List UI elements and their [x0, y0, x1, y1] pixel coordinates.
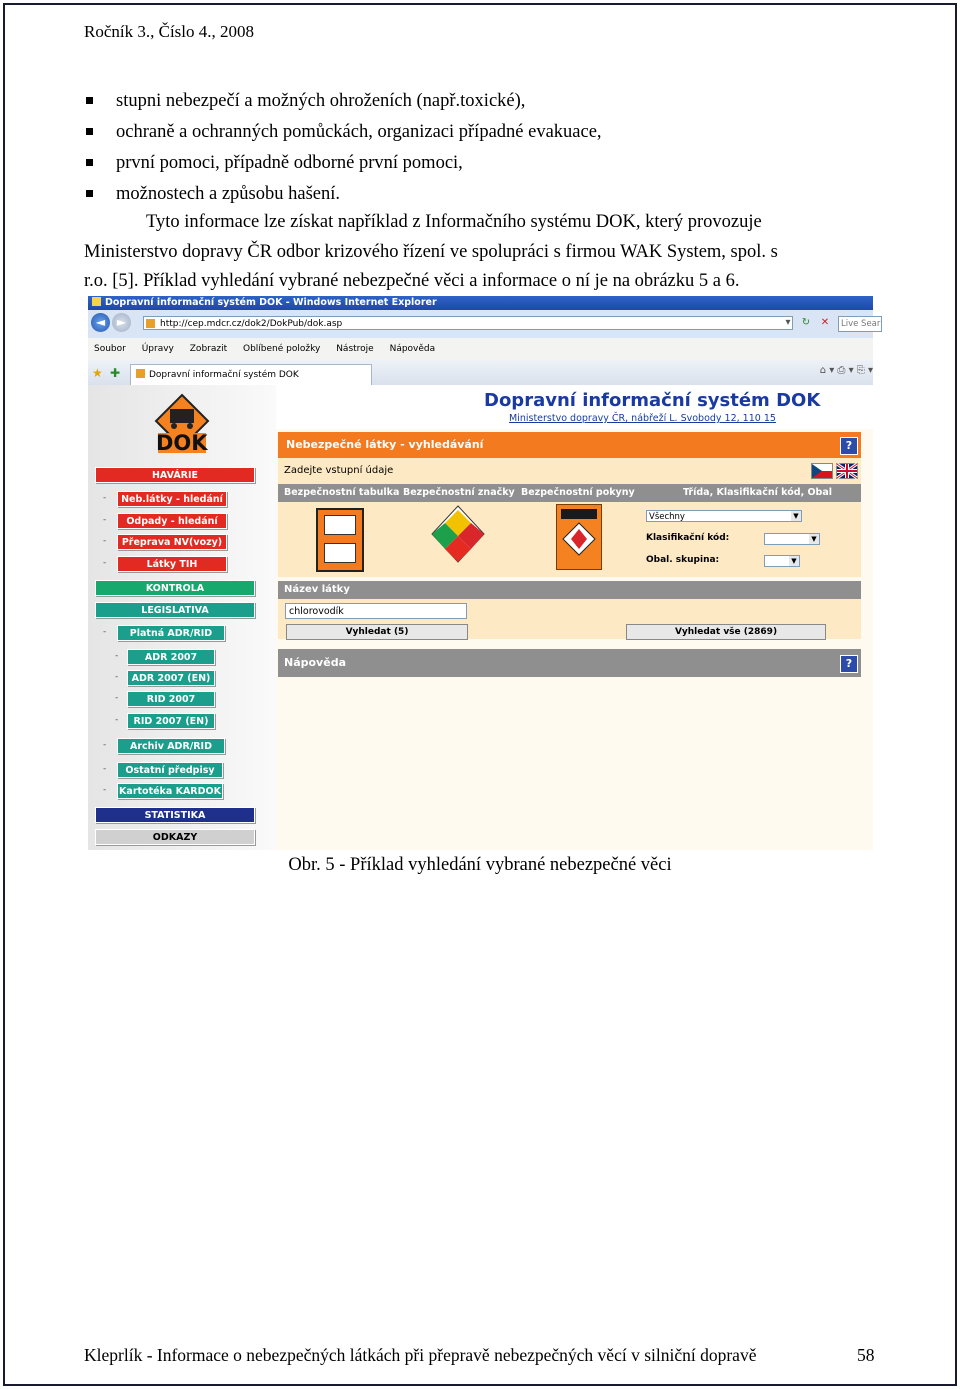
dok-title: Dopravní informační systém DOK [484, 390, 821, 411]
menu-zobrazit[interactable]: Zobrazit [189, 344, 228, 354]
sidebar-item-rid2007[interactable]: RID 2007 [127, 691, 215, 707]
hazard-labels-icon[interactable] [428, 504, 488, 572]
obal-select[interactable] [764, 555, 800, 567]
name-section-header: Název látky [278, 581, 861, 599]
obal-label: Obal. skupina: [646, 555, 720, 565]
sidebar-item-kontrola[interactable]: KONTROLA [95, 580, 255, 596]
help-icon[interactable]: ? [840, 655, 858, 673]
body-paragraph: Tyto informace lze získat například z Informačního systému DOK, který provozuje Ministerstvo dopravy ČR odbor krizového řízení ve spolupráci s firmou WAK System, spol. s r.o. [5]. Příklad vyhledání vybrané nebezpečné věci a informace o ní je na obrázku 5 a 6. [84, 212, 778, 291]
search-button[interactable]: Vyhledat (5) [286, 624, 468, 640]
klas-label: Klasifikační kód: [646, 533, 730, 543]
page-number: 58 [857, 1345, 875, 1365]
sidebar-item-legislativa[interactable]: LEGISLATIVA [95, 602, 255, 618]
page-icon [136, 369, 145, 378]
column-header-bar [278, 484, 861, 502]
live-search-field[interactable]: Live Sear [838, 316, 882, 332]
stop-icon[interactable]: ✕ [820, 317, 830, 328]
uk-flag-icon[interactable] [836, 463, 858, 479]
forward-icon[interactable]: ► [112, 313, 131, 332]
address-bar [88, 310, 881, 338]
browser-screenshot [88, 296, 881, 850]
main-panel [276, 385, 873, 850]
sidebar-item-statistika[interactable]: STATISTIKA [95, 807, 255, 823]
list-item: ochraně a ochranných pomůckách, organizaci případné evakuace, [84, 117, 602, 148]
bullet-square-icon [86, 190, 93, 197]
sidebar-item-preprava[interactable]: Přeprava NV(vozy) [117, 534, 227, 550]
page-icon [146, 319, 155, 328]
bullet-square-icon [86, 97, 93, 104]
section-title: Nebezpečné látky - vyhledávání [278, 432, 861, 458]
col-bezpecnostni-tabulka: Bezpečnostní tabulka [284, 487, 400, 498]
name-input[interactable]: chlorovodík [285, 603, 467, 619]
figure-caption: Obr. 5 - Příklad vyhledání vybrané nebezpečné věci [288, 855, 672, 875]
window-titlebar: Dopravní informační systém DOK - Windows Internet Explorer [88, 296, 873, 310]
sidebar-item-rid2007-en[interactable]: RID 2007 (EN) [127, 713, 215, 729]
sidebar-item-odkazy[interactable]: ODKAZY [95, 829, 255, 845]
page-content [88, 385, 873, 850]
logo-text: DOK [156, 431, 208, 455]
dok-header [276, 385, 873, 429]
menu-napoveda[interactable]: Nápověda [389, 344, 436, 354]
col-bezpecnostni-pokyny: Bezpečnostní pokyny [521, 487, 635, 498]
menu-bar [88, 338, 873, 361]
bullet-square-icon [86, 159, 93, 166]
safety-instructions-icon[interactable] [556, 504, 602, 570]
dropdown-icon[interactable]: ▾ [785, 317, 791, 328]
chevron-down-icon: ▼ [791, 511, 801, 521]
menu-nastroje[interactable]: Nástroje [336, 344, 374, 354]
help-section-header: Nápověda [278, 649, 861, 677]
czech-flag-icon[interactable] [811, 463, 833, 479]
bullet-square-icon [86, 128, 93, 135]
chevron-down-icon: ▼ [809, 534, 819, 544]
tab-dok[interactable]: Dopravní informační systém DOK [130, 364, 372, 385]
refresh-icon[interactable]: ↻ [801, 317, 811, 328]
dok-subtitle-link[interactable]: Ministerstvo dopravy ČR, nábřeží L. Svobody 12, 110 15 [509, 413, 776, 424]
sidebar-item-kartoteka[interactable]: Kartotéka KARDOK [117, 783, 223, 799]
chevron-down-icon: ▼ [789, 556, 799, 566]
input-prompt: Zadejte vstupní údaje [278, 458, 861, 484]
toolbar-icons[interactable]: ⌂ ▾ ⎙ ▾ ⎘ ▾ [819, 365, 873, 376]
sidebar-item-ostatni[interactable]: Ostatní předpisy [117, 762, 223, 778]
sidebar-item-neb-latky[interactable]: Neb.látky - hledání [117, 491, 227, 507]
search-all-button[interactable]: Vyhledat vše (2869) [626, 624, 826, 640]
search-options-row [278, 502, 861, 577]
sidebar: DOK HAVÁRIE - Neb.látky - hledání - Odpady - hledání - Přeprava NV(vozy) - Látky TIH KONTROLA LEGISLATIVA - Platná ADR/RID - ADR 2007 - ADR 2007 (EN) - RID 2007 - RID 2007 (EN) - Archiv ADR/RID - Ostatní předpisy - Kartotéka KARDOK STATISTIKA ODKAZY [88, 385, 277, 850]
favorites-star-icon[interactable]: ★ [92, 366, 103, 380]
klas-select[interactable] [764, 533, 820, 545]
footer-text: Kleprlík - Informace o nebezpečných látkách při přepravě nebezpečných věcí v silniční dopravě [84, 1345, 757, 1365]
sidebar-item-archiv[interactable]: Archiv ADR/RID [117, 738, 225, 754]
sidebar-item-havarie[interactable]: HAVÁRIE [95, 467, 255, 483]
menu-oblibene[interactable]: Oblíbené položky [243, 344, 321, 354]
name-search-row [278, 599, 861, 639]
list-item: první pomoci, případně odborné první pomoci, [84, 148, 602, 179]
ie-icon [92, 297, 101, 306]
menu-upravy[interactable]: Úpravy [141, 344, 174, 354]
sidebar-item-adr2007[interactable]: ADR 2007 [127, 649, 215, 665]
col-trida: Třída, Klasifikační kód, Obal [683, 487, 833, 498]
sidebar-item-latky-tih[interactable]: Látky TIH [117, 556, 227, 572]
menu-soubor[interactable]: Soubor [94, 344, 126, 354]
journal-header: Ročník 3., Číslo 4., 2008 [84, 22, 255, 41]
list-item: možnostech a způsobu hašení. [84, 179, 602, 210]
class-select[interactable]: Všechny ▼ [646, 510, 802, 522]
add-favorite-icon[interactable]: ✚ [110, 366, 121, 380]
sidebar-item-platna-adr[interactable]: Platná ADR/RID [117, 625, 225, 641]
bullet-list [84, 86, 602, 210]
url-field[interactable]: http://cep.mdcr.cz/dok2/DokPub/dok.asp [143, 316, 793, 330]
help-icon[interactable]: ? [840, 437, 858, 455]
col-bezpecnostni-znacky: Bezpečnostní značky [403, 487, 515, 498]
tab-bar [88, 360, 873, 386]
sidebar-item-odpady[interactable]: Odpady - hledání [117, 513, 227, 529]
orange-plate-icon[interactable] [316, 508, 364, 572]
list-item: stupni nebezpečí a možných ohroženích (např.toxické), [84, 86, 602, 117]
back-icon[interactable]: ◄ [91, 313, 110, 332]
sidebar-item-adr2007-en[interactable]: ADR 2007 (EN) [127, 670, 215, 686]
